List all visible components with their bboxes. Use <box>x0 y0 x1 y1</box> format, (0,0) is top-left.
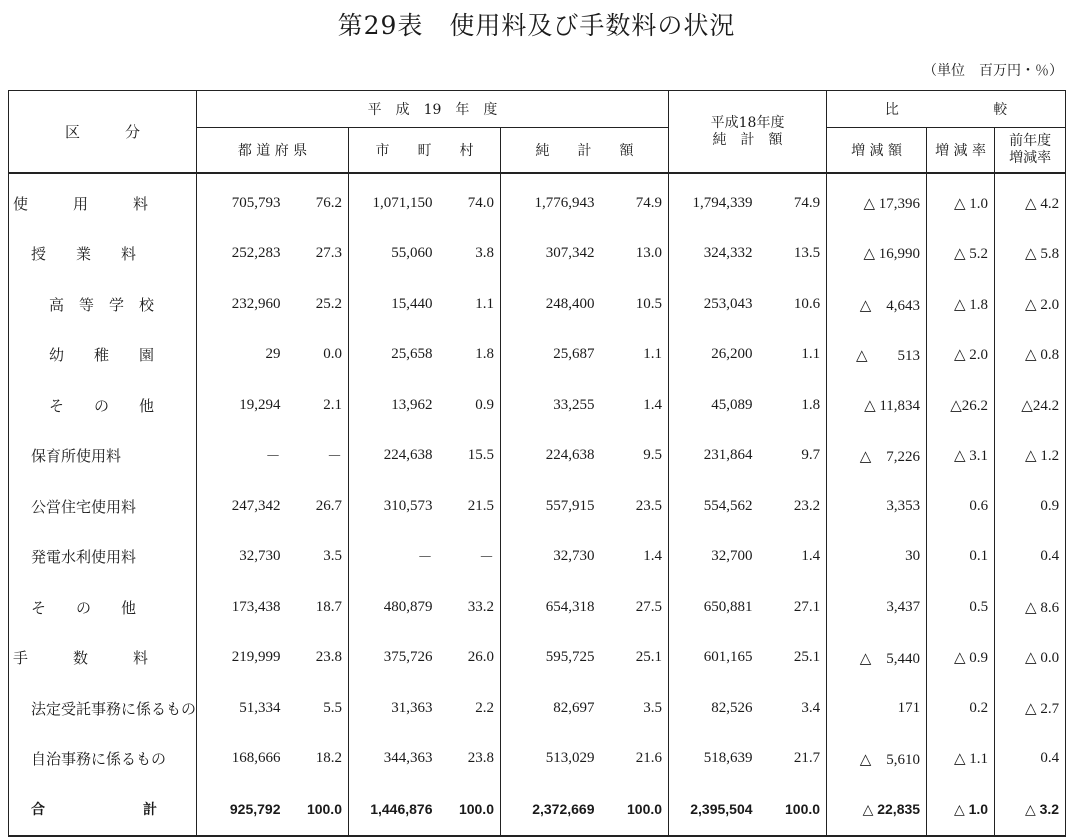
cell: 1.8 <box>801 396 821 413</box>
cell: 27.3 <box>315 245 342 262</box>
cell: 1.4 <box>801 548 821 565</box>
cell: 27.1 <box>793 598 821 615</box>
row-label-text: 発電水利使用料 <box>31 548 137 567</box>
cell: △ 4,643 <box>827 279 927 330</box>
row-label <box>9 582 197 633</box>
table-row <box>9 481 1066 532</box>
cell: 10.6 <box>793 295 821 312</box>
cell: 595,725 <box>501 633 601 684</box>
cell: 554,562 <box>669 481 759 532</box>
cell: 0.2 <box>927 683 995 734</box>
cell: △ 11,834 <box>827 380 927 431</box>
cell: △ 3.2 <box>995 784 1066 836</box>
cell: 224,638 <box>349 431 439 482</box>
cell: △ 3.1 <box>927 431 995 482</box>
cell: 100.0 <box>306 801 342 818</box>
row-label-text: 高 等 学 校 <box>49 295 155 314</box>
cell: 375,726 <box>349 633 439 684</box>
header-zougenritsu: 増 減 率 <box>927 128 995 174</box>
table-row <box>9 173 1066 229</box>
cell: 232,960 <box>197 279 287 330</box>
row-label-text: 手 数 料 <box>13 649 149 668</box>
cell: 3,353 <box>827 481 927 532</box>
cell: 23.8 <box>315 649 342 666</box>
row-label <box>9 784 197 836</box>
cell: － <box>478 550 494 567</box>
row-label-text: 授 業 料 <box>31 245 137 264</box>
cell: 74.9 <box>793 194 821 211</box>
cell: 27.5 <box>635 598 663 615</box>
cell: 1.4 <box>643 548 663 565</box>
cell: 1.1 <box>475 295 494 312</box>
cell: 23.8 <box>467 750 494 767</box>
row-label-text: 自治事務に係るもの <box>31 750 167 769</box>
cell: 253,043 <box>669 279 759 330</box>
cell: 310,573 <box>349 481 439 532</box>
cell: － <box>197 431 287 482</box>
table-row <box>9 633 1066 684</box>
row-label-text: 法定受託事務に係るもの <box>31 699 197 718</box>
row-label <box>9 481 197 532</box>
row-label-text: 使 用 料 <box>13 194 149 213</box>
cell: 26,200 <box>669 330 759 381</box>
cell: 25.2 <box>315 295 342 312</box>
row-label-text: そ の 他 <box>31 598 137 617</box>
header-junkei: 純 計 額 <box>501 128 669 174</box>
cell: 31,363 <box>349 683 439 734</box>
cell: 2,372,669 <box>501 784 601 836</box>
table-title: 第29表 使用料及び手数料の状況 <box>337 11 736 40</box>
table-row <box>9 330 1066 381</box>
cell: 23.2 <box>793 497 821 514</box>
cell: 25.1 <box>635 649 663 666</box>
cell: 518,639 <box>669 734 759 785</box>
cell: 168,666 <box>197 734 287 785</box>
cell: 26.7 <box>315 497 342 514</box>
cell: 1.1 <box>643 346 663 363</box>
row-label <box>9 431 197 482</box>
table-row <box>9 784 1066 836</box>
cell: △ 7,226 <box>827 431 927 482</box>
cell: 45,089 <box>669 380 759 431</box>
cell: 33,255 <box>501 380 601 431</box>
table-row <box>9 532 1066 583</box>
table-body <box>9 173 1066 836</box>
cell: 650,881 <box>669 582 759 633</box>
cell: △ 8.6 <box>995 582 1066 633</box>
header-zennen <box>995 128 1066 174</box>
cell: 9.5 <box>643 447 663 464</box>
cell: △ 1.8 <box>927 279 995 330</box>
cell: 76.2 <box>315 194 342 211</box>
row-label-text: 幼 稚 園 <box>49 346 155 365</box>
table-row <box>9 683 1066 734</box>
cell: 21.5 <box>467 497 494 514</box>
cell: 480,879 <box>349 582 439 633</box>
cell: 32,730 <box>197 532 287 583</box>
cell: 247,342 <box>197 481 287 532</box>
cell: 25.1 <box>793 649 821 666</box>
cell: △ 5,610 <box>827 734 927 785</box>
cell: △ 1.2 <box>995 431 1066 482</box>
row-label <box>9 279 197 330</box>
header-todofuken: 都 道 府 県 <box>197 128 349 174</box>
cell: 10.5 <box>635 295 663 312</box>
cell: 18.2 <box>315 750 342 767</box>
cell: 19,294 <box>197 380 287 431</box>
cell: 74.9 <box>635 194 663 211</box>
cell: 224,638 <box>501 431 601 482</box>
header-hikaku-left: 比 <box>884 102 899 118</box>
cell: △ 0.0 <box>995 633 1066 684</box>
cell: 171 <box>827 683 927 734</box>
header-h18 <box>669 91 827 174</box>
cell: 1,446,876 <box>349 784 439 836</box>
row-label-text: そ の 他 <box>49 396 155 415</box>
cell: 324,332 <box>669 229 759 280</box>
cell: 100.0 <box>458 801 494 818</box>
header-shichoson: 市 町 村 <box>349 128 501 174</box>
row-label <box>9 229 197 280</box>
cell: 307,342 <box>501 229 601 280</box>
cell: 654,318 <box>501 582 601 633</box>
cell: 74.0 <box>467 194 494 211</box>
cell: 3,437 <box>827 582 927 633</box>
cell: △ 0.8 <box>995 330 1066 381</box>
cell: △ 22,835 <box>827 784 927 836</box>
table-row <box>9 431 1066 482</box>
cell: 26.0 <box>467 649 494 666</box>
cell: 21.6 <box>635 750 663 767</box>
cell: 82,697 <box>501 683 601 734</box>
cell: △ 1.0 <box>927 173 995 229</box>
header-h18-line1: 平成18年度 <box>710 114 785 131</box>
cell: 1,071,150 <box>349 173 439 229</box>
cell: △ 2.0 <box>995 279 1066 330</box>
cell: 1.4 <box>643 396 663 413</box>
cell: 13.0 <box>635 245 663 262</box>
table-row <box>9 380 1066 431</box>
row-label-text: 合 計 <box>31 801 157 818</box>
cell: △24.2 <box>995 380 1066 431</box>
row-label-text: 保育所使用料 <box>31 447 122 466</box>
row-label <box>9 532 197 583</box>
table-row <box>9 279 1066 330</box>
cell: 29 <box>197 330 287 381</box>
table-row <box>9 582 1066 633</box>
cell: 15.5 <box>467 447 494 464</box>
row-label <box>9 173 197 229</box>
row-label <box>9 734 197 785</box>
cell: 18.7 <box>315 598 342 615</box>
cell: 0.6 <box>927 481 995 532</box>
cell: △ 513 <box>827 330 927 381</box>
cell: 82,526 <box>669 683 759 734</box>
cell: 3.4 <box>801 699 821 716</box>
cell: 1.8 <box>475 346 494 363</box>
row-label <box>9 683 197 734</box>
cell: 100.0 <box>785 801 821 818</box>
cell: △ 0.9 <box>927 633 995 684</box>
header-zougen: 増 減 額 <box>827 128 927 174</box>
header-hikaku <box>827 91 1066 128</box>
cell: 231,864 <box>669 431 759 482</box>
cell: △ 5.8 <box>995 229 1066 280</box>
cell: 3.5 <box>643 699 663 716</box>
cell: 0.4 <box>995 532 1066 583</box>
cell: 557,915 <box>501 481 601 532</box>
cell: 219,999 <box>197 633 287 684</box>
cell: 32,700 <box>669 532 759 583</box>
cell: △ 1.0 <box>927 784 995 836</box>
cell: 2,395,504 <box>669 784 759 836</box>
cell: △ 5.2 <box>927 229 995 280</box>
cell: 513,029 <box>501 734 601 785</box>
cell: 25,687 <box>501 330 601 381</box>
cell: 1,794,339 <box>669 173 759 229</box>
cell: － <box>326 449 342 466</box>
cell: 1.1 <box>801 346 821 363</box>
cell: 13,962 <box>349 380 439 431</box>
cell: 33.2 <box>467 598 494 615</box>
cell: 51,334 <box>197 683 287 734</box>
cell: 1,776,943 <box>501 173 601 229</box>
cell: 925,792 <box>197 784 287 836</box>
cell: △ 16,990 <box>827 229 927 280</box>
cell: △ 1.1 <box>927 734 995 785</box>
cell: 55,060 <box>349 229 439 280</box>
cell: △ 2.7 <box>995 683 1066 734</box>
cell: 13.5 <box>793 245 821 262</box>
cell: 32,730 <box>501 532 601 583</box>
cell: 0.1 <box>927 532 995 583</box>
cell: △ 17,396 <box>827 173 927 229</box>
header-h19: 平 成 19 年 度 <box>197 91 669 128</box>
cell: 252,283 <box>197 229 287 280</box>
table-row <box>9 229 1066 280</box>
cell: 2.1 <box>323 396 342 413</box>
header-zennen-line2: 増減率 <box>1009 150 1052 166</box>
cell: 601,165 <box>669 633 759 684</box>
cell: 3.5 <box>323 548 342 565</box>
cell: 21.7 <box>793 750 821 767</box>
cell: 30 <box>827 532 927 583</box>
cell: △ 2.0 <box>927 330 995 381</box>
header-zennen-line1: 前年度 <box>1009 133 1052 149</box>
row-label-text: 公営住宅使用料 <box>31 497 137 516</box>
header-h18-line2: 純 計 額 <box>712 131 783 148</box>
row-label <box>9 380 197 431</box>
cell: △ 4.2 <box>995 173 1066 229</box>
fee-table <box>8 90 1066 837</box>
cell: 0.0 <box>323 346 342 363</box>
cell: 0.4 <box>995 734 1066 785</box>
header-kubun: 区 分 <box>9 91 197 174</box>
cell: 3.8 <box>475 245 494 262</box>
cell: 344,363 <box>349 734 439 785</box>
header-hikaku-right: 較 <box>993 102 1008 118</box>
table-row <box>9 734 1066 785</box>
cell: 15,440 <box>349 279 439 330</box>
unit-note: （単位 百万円・％） <box>923 63 1063 79</box>
cell: 705,793 <box>197 173 287 229</box>
cell: 248,400 <box>501 279 601 330</box>
cell: 2.2 <box>475 699 494 716</box>
cell: 25,658 <box>349 330 439 381</box>
cell: 0.9 <box>475 396 494 413</box>
cell: 0.9 <box>995 481 1066 532</box>
cell: 9.7 <box>801 447 821 464</box>
cell: 5.5 <box>323 699 342 716</box>
cell: 173,438 <box>197 582 287 633</box>
row-label <box>9 330 197 381</box>
cell: － <box>349 532 439 583</box>
cell: 0.5 <box>927 582 995 633</box>
row-label <box>9 633 197 684</box>
cell: △26.2 <box>927 380 995 431</box>
cell: 23.5 <box>635 497 663 514</box>
cell: 100.0 <box>627 801 663 818</box>
cell: △ 5,440 <box>827 633 927 684</box>
